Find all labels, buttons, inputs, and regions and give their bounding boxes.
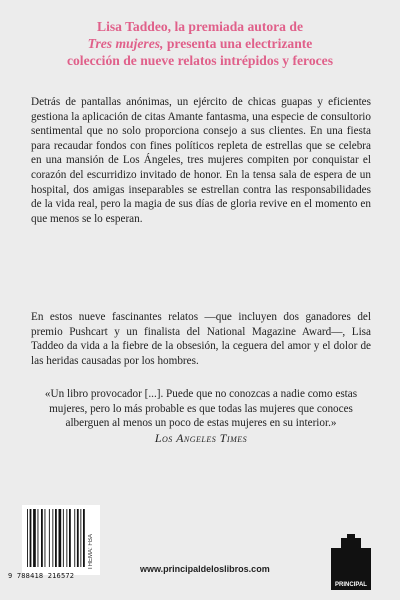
- publisher-website: www.principaldeloslibros.com: [140, 564, 270, 574]
- headline-line-2-rest: presenta una electrizante: [163, 36, 313, 51]
- synopsis-paragraph-2: En estos nueve fascinantes relatos —que incluyen dos ganadores del premio Pushcart y un finalista del National Magazine Award—, Lisa Taddeo da vida a la fiebre de la obsesión, la ceguera del amor y el dolor de las heridas causadas por los hombres.: [31, 311, 371, 367]
- thema-code: THEMA: FBA: [88, 533, 94, 570]
- barcode-icon: [26, 509, 88, 567]
- press-quote-source: Los Angeles Times: [154, 430, 248, 445]
- press-quote: [31, 387, 371, 445]
- press-quote-text: «Un libro provocador [...]. Puede que no conozcas a nadie como estas mujeres, pero lo más probable es que todas las mujeres que conoces alberguen al menos un poco de estas mujeres en su interior.»: [44, 388, 358, 430]
- book-title: Tres mujeres,: [87, 36, 164, 51]
- headline-line-1: Lisa Taddeo, la premiada autora de: [97, 19, 303, 34]
- headline-line-3: colección de nueve relatos intrépidos y feroces: [66, 53, 334, 68]
- headline: [24, 18, 376, 69]
- headline-line-2: [24, 35, 376, 52]
- synopsis-paragraph-1: Detrás de pantallas anónimas, un ejército de chicas guapas y eficientes gestiona la aplicación de citas Amante fantasma, una especie de consultorio sentimental que no solo proporciona consejo a sus clientes. En una fiesta para recaudar fondos con fines políticos repleta de estrellas que se celebra en una mansión de Los Ángeles, tres mujeres compiten por conquistar el corazón del escurridizo invitado de honor. En la tensa sala de espera de un hospital, dos amigas inseparables se estrellan contra las responsabilidades de la vida real, pero la magia de sus días de gloria revive en el momento en que menos se lo esperan.: [31, 96, 371, 225]
- publisher-logo-icon: [331, 534, 371, 580]
- publisher-name: PRINCIPAL: [331, 580, 371, 590]
- isbn-number: 9 788418 216572: [8, 572, 75, 580]
